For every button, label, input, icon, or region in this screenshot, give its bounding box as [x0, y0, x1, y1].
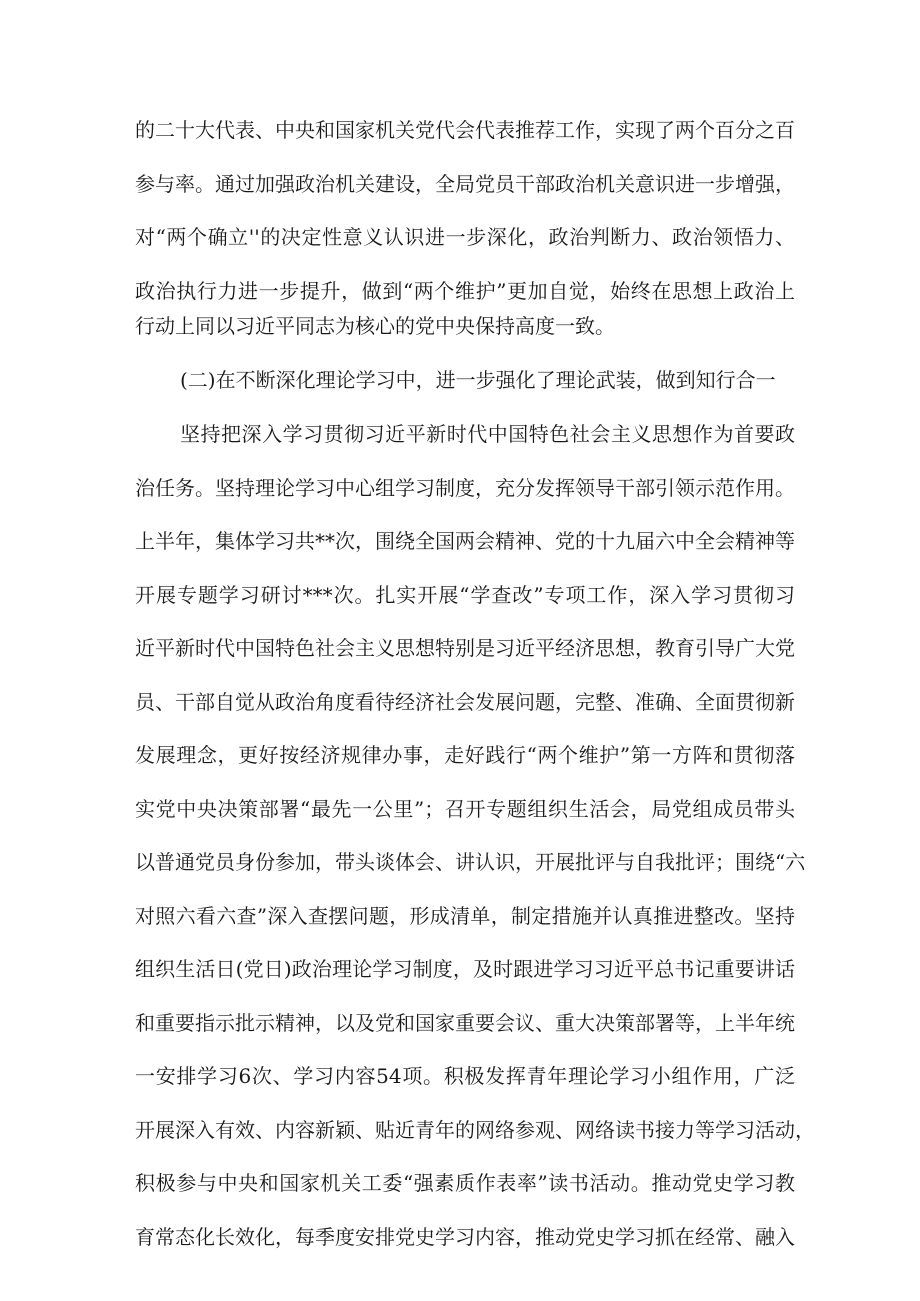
text-line: 行动上同以习近平同志为核心的党中央保持高度一致。 [135, 314, 615, 338]
text-line: 上半年，集体学习共**次，围绕全国两会精神、党的十九届六中全会精神等 [135, 529, 795, 553]
text-line: 坚持把深入学习贯彻习近平新时代中国特色社会主义思想作为首要政 [180, 422, 795, 446]
text-line: 员、干部自觉从政治角度看待经济社会发展问题，完整、准确、全面贯彻新 [135, 690, 795, 714]
text-line: 实党中央决策部署“最先一公里”；召开专题组织生活会，局党组成员带头 [135, 797, 795, 821]
text-line: 对照六看六查”深入查摆问题，形成清单，制定措施并认真推进整改。坚持 [135, 904, 795, 928]
text-line: 参与率。通过加强政治机关建设，全局党员干部政治机关意识进一步增强， [135, 172, 795, 196]
text-line: 政治执行力进一步提升，做到“两个维护”更加自觉，始终在思想上政治上 [135, 279, 795, 303]
text-line: 开展深入有效、内容新颖、贴近青年的网络参观、网络读书接力等学习活动， [135, 1118, 815, 1142]
text-line: 的二十大代表、中央和国家机关党代会代表推荐工作，实现了两个百分之百 [135, 118, 795, 142]
text-line: 以普通党员身份参加，带头谈体会、讲认识，开展批评与自我批评；围绕“六 [135, 850, 806, 874]
section-heading: (二)在不断深化理论学习中，进一步强化了理论武装，做到知行合一 [180, 368, 776, 392]
text-line: 开展专题学习研讨***次。扎实开展“学查改”专项工作，深入学习贯彻习 [135, 583, 795, 607]
text-line: 对“两个确立''的决定性意义认识进一步深化，政治判断力、政治领悟力、 [135, 225, 795, 249]
text-line: 育常态化长效化，每季度安排党史学习内容，推动党史学习抓在经常、融入 [135, 1225, 795, 1249]
text-line: 和重要指示批示精神，以及党和国家重要会议、重大决策部署等，上半年统 [135, 1011, 795, 1035]
text-line: 一安排学习6次、学习内容54项。积极发挥青年理论学习小组作用，广泛 [135, 1064, 795, 1088]
text-line: 积极参与中央和国家机关工委“强素质作表率”读书活动。推动党史学习教 [135, 1171, 795, 1195]
text-line: 组织生活日(党日)政治理论学习制度，及时跟进学习习近平总书记重要讲话 [135, 957, 795, 981]
text-line: 治任务。坚持理论学习中心组学习制度，充分发挥领导干部引领示范作用。 [135, 476, 795, 500]
text-line: 近平新时代中国特色社会主义思想特别是习近平经济思想，教育引导广大党 [135, 636, 795, 660]
text-line: 发展理念，更好按经济规律办事，走好践行“两个维护”第一方阵和贯彻落 [135, 743, 795, 767]
